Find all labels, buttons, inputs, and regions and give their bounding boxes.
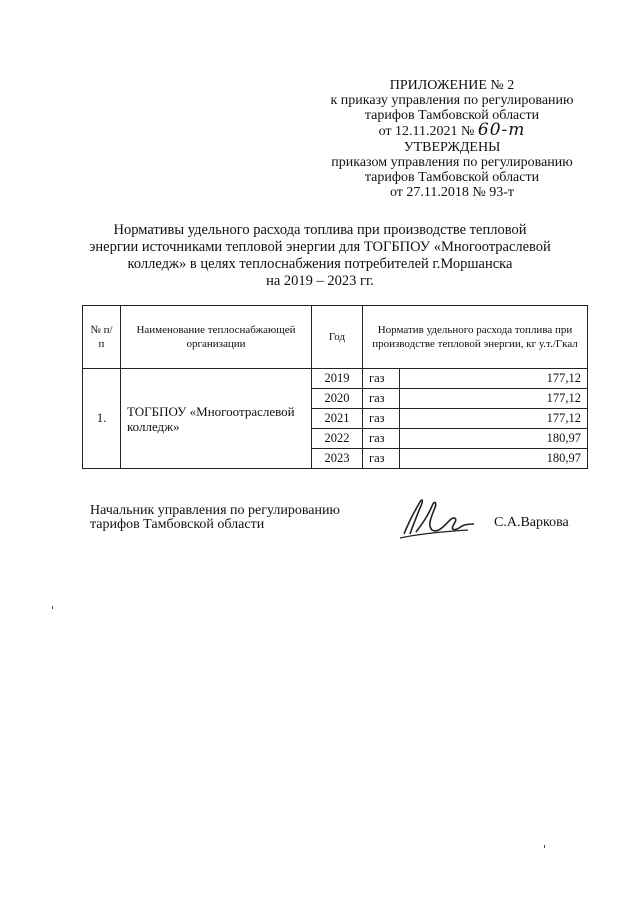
row-number: 1. [83, 369, 121, 469]
norm-value-cell: 177,12 [400, 369, 588, 389]
norms-table [82, 305, 588, 469]
title-line-2: энергии источниками тепловой энергии для ТОГБПОУ «Многоотраслевой [89, 239, 551, 255]
title-line-3: колледж» в целях теплоснабжения потребителей г.Моршанска [127, 256, 513, 272]
scan-speck [52, 606, 53, 609]
handwritten-order-number: 60-т [477, 120, 526, 140]
year-cell: 2021 [312, 409, 363, 429]
year-cell: 2020 [312, 389, 363, 409]
approved-line-3: от 27.11.2018 № 93-т [389, 185, 515, 200]
norm-value-cell: 177,12 [400, 409, 588, 429]
approved-line-1: приказом управления по регулированию [331, 155, 573, 170]
norm-value-cell: 177,12 [400, 389, 588, 409]
appendix-date-line [312, 120, 592, 140]
signatory-name: С.А.Варкова [494, 515, 569, 530]
norm-value-cell: 180,97 [400, 449, 588, 469]
table-body [83, 369, 588, 469]
table-header-row [83, 306, 588, 369]
appendix-line-1: к приказу управления по регулированию [330, 93, 574, 108]
header-number: № п/п [83, 306, 121, 369]
header-organization: Наименование теплоснабжающей организации [121, 306, 312, 369]
title-line-1: Нормативы удельного расхода топлива при производстве тепловой [113, 222, 527, 238]
fuel-cell: газ [363, 409, 400, 429]
table-row [83, 369, 588, 389]
header-norm: Норматив удельного расхода топлива при производстве тепловой энергии, кг у.т./Гкал [363, 306, 588, 369]
handwritten-signature [398, 494, 478, 540]
document-title [60, 222, 580, 290]
fuel-cell: газ [363, 389, 400, 409]
approved-line-2: тарифов Тамбовской области [364, 170, 540, 185]
signatory-position [90, 504, 340, 532]
appendix-title: ПРИЛОЖЕНИЕ № 2 [389, 78, 515, 93]
appendix-block [312, 78, 592, 139]
year-cell: 2019 [312, 369, 363, 389]
organization-name: ТОГБПОУ «Многоотраслевой колледж» [121, 369, 312, 469]
position-line-1: Начальник управления по регулированию [90, 503, 340, 518]
approved-title: УТВЕРЖДЕНЫ [403, 140, 501, 155]
fuel-cell: газ [363, 429, 400, 449]
fuel-cell: газ [363, 369, 400, 389]
appendix-line-2: тарифов Тамбовской области [364, 108, 540, 123]
header-year: Год [312, 306, 363, 369]
year-cell: 2022 [312, 429, 363, 449]
fuel-cell: газ [363, 449, 400, 469]
scan-speck [544, 845, 545, 848]
title-line-4: на 2019 – 2023 гг. [266, 273, 374, 289]
norm-value-cell: 180,97 [400, 429, 588, 449]
year-cell: 2023 [312, 449, 363, 469]
position-line-2: тарифов Тамбовской области [90, 517, 265, 532]
appendix-date: от 12.11.2021 № [378, 124, 475, 139]
approved-block [312, 140, 592, 200]
